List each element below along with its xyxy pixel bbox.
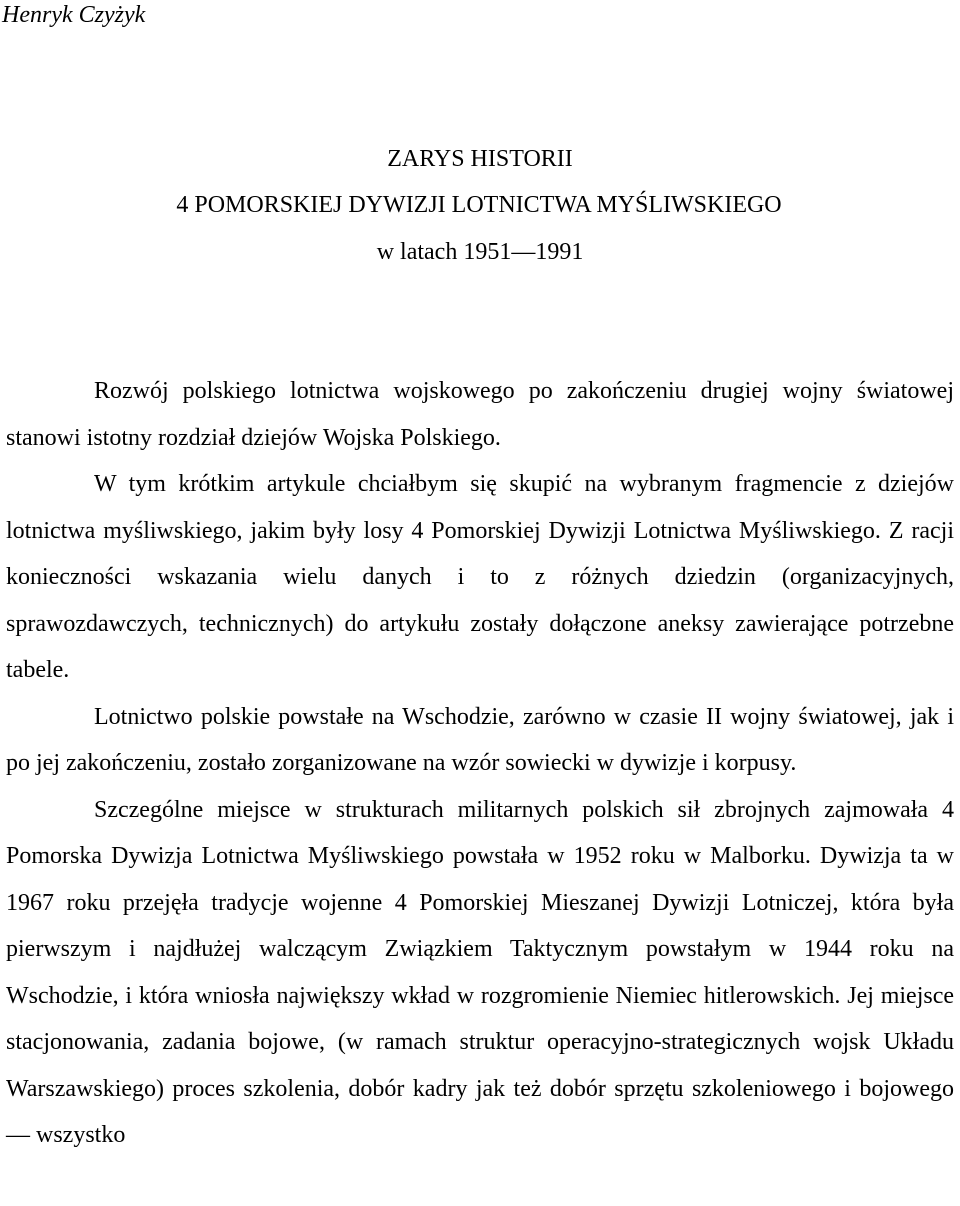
paragraph-3: Lotnictwo polskie powstałe na Wschodzie, zarówno w czasie II wojny światowej, jak i po jej zakończeniu, zostało zorganizowane na wzór sowiecki w dywizje i korpusy. (6, 703, 954, 776)
article-body (6, 368, 954, 1159)
author-name: Henryk Czyżyk (2, 2, 146, 28)
paragraph-2: W tym krótkim artykule chciałbym się skupić na wybranym fragmencie z dziejów lotnictwa myśliwskiego, jakim były losy 4 Pomorskiej Dywizji Lotnictwa Myśliwskiego. Z racji konieczności wskazania wielu danych i to z różnych dziedzin (organizacyjnych, sprawozdawczych, technicznych) do artykułu zostały dołączone aneksy zawierające potrzebne tabele. (6, 471, 954, 683)
title-line-2 (0, 182, 959, 228)
paragraph-1: Rozwój polskiego lotnictwa wojskowego po zakończeniu drugiej wojny światowej stanowi istotny rozdział dziejów Wojska Polskiego. (6, 378, 954, 451)
paragraph-4: Szczególne miejsce w strukturach militarnych polskich sił zbrojnych zajmowała 4 Pomorska Dywizja Lotnictwa Myśliwskiego powstała w 1952 roku w Malborku. Dywizja ta w 1967 roku przejęła tradycje wojenne 4 Pomorskiej Mieszanej Dywizji Lotniczej, która była pierwszym i najdłużej walczącym Związkiem Taktycznym powstałym w 1944 roku na Wschodzie, i która wniosła największy wkład w rozgromienie Niemiec hitlerowskich. Jej miejsce stacjonowania, zadania bojowe, (w ramach struktur operacyjno-strategicznych wojsk Układu Warszawskiego) proces szkolenia, dobór kadry jak też dobór sprzętu szkoleniowego i bojowego — wszystko (6, 796, 954, 1148)
title-text-3: w latach 1951—1991 (376, 239, 584, 265)
title-line-1 (0, 136, 960, 182)
title-line-3 (0, 229, 960, 275)
title-text-1: ZARYS HISTORII (387, 146, 573, 172)
title-text-2: 4 POMORSKIEJ DYWIZJI LOTNICTWA MYŚLIWSKIEGO (176, 192, 782, 218)
